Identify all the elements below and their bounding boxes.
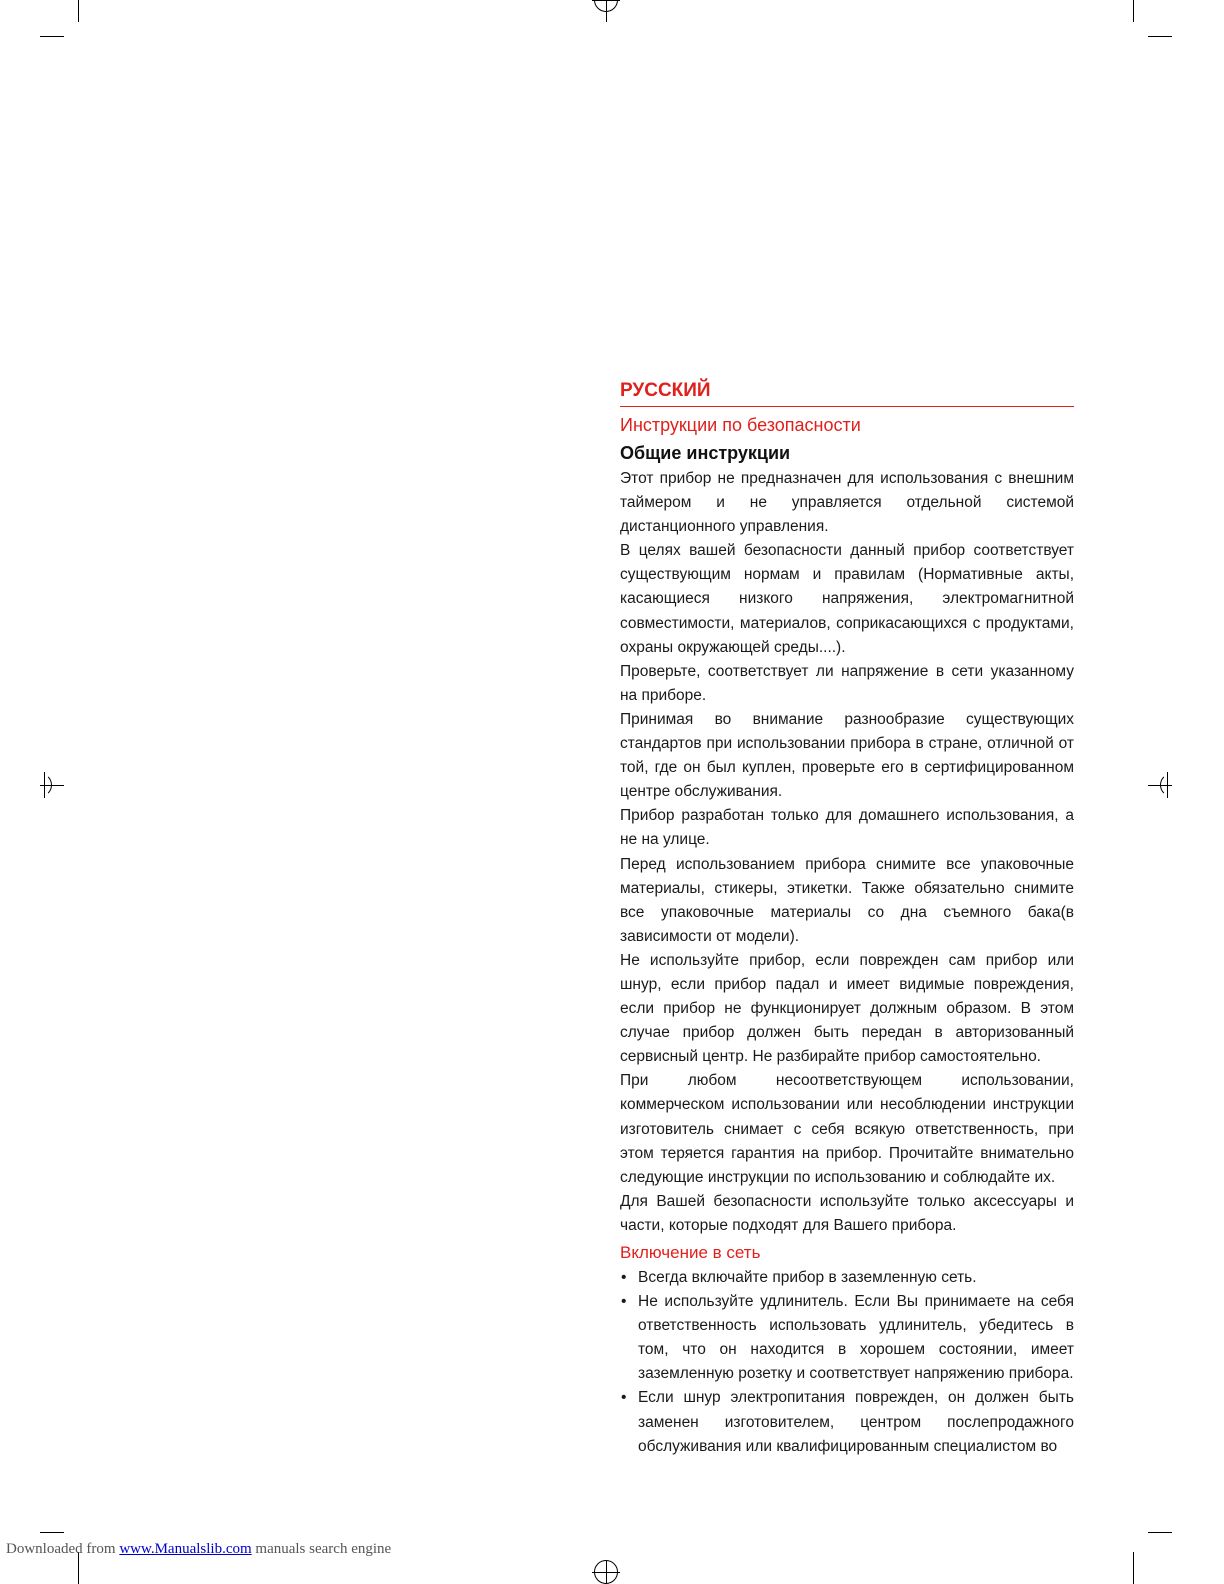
footer-suffix: manuals search engine <box>255 1541 392 1557</box>
paragraph: Перед использованием прибора снимите все упаковочные материалы, стикеры, этикетки. Также обязательно снимите все упаковочные материалы со дна съемного бака(в зависимости от модели). <box>620 855 1074 945</box>
subsection-title: Общие инструкции <box>620 443 791 463</box>
crop-mark <box>40 36 64 37</box>
list-item <box>620 1266 1074 1290</box>
paragraph: В целях вашей безопасности данный прибор соответствует существующим нормам и правилам (Нормативные акты, касающиеся низкого напряжения, электромагнитной совместимости, материалов, соприкасающихся с продуктами, охраны окружающей среды....). <box>620 542 1074 656</box>
power-bullet-list <box>620 1266 1074 1459</box>
list-item <box>620 1290 1074 1386</box>
registration-mark <box>1167 772 1168 798</box>
download-footer <box>6 1541 391 1558</box>
registration-mark <box>606 0 607 22</box>
paragraph: При любом несоответствующем использовании, коммерческом использовании или несоблюдении инструкции изготовитель снимает с себя всякую ответственность, при этом теряется гарантия на прибор. Прочитайте внимательно следующие инструкции по использованию и соблюдайте их. <box>620 1072 1074 1186</box>
crop-mark <box>1148 1532 1172 1533</box>
bullet-icon: • <box>621 1389 627 1407</box>
paragraph: Для Вашей безопасности используйте только аксессуары и части, которые подходят для Вашего прибора. <box>620 1192 1074 1234</box>
paragraph: Не используйте прибор, если поврежден сам прибор или шнур, если прибор падал и имеет видимые повреждения, если прибор не функционирует должным образом. В этом случае прибор должен быть передан в авторизованный сервисный центр. Не разбирайте прибор самостоятельно. <box>620 951 1074 1066</box>
list-item <box>620 1386 1074 1458</box>
paragraph: Этот прибор не предназначен для использования с внешним таймером и не управляется отдельной системой дистанционного управления. <box>620 470 1074 536</box>
registration-mark <box>592 1572 620 1573</box>
registration-mark <box>44 772 45 798</box>
registration-mark <box>592 0 620 1</box>
paragraph: Проверьте, соответствует ли напряжение в сети указанному на приборе. <box>620 662 1074 704</box>
bullet-icon: • <box>621 1293 627 1311</box>
safety-instructions-column <box>620 378 1074 1459</box>
language-heading: РУССКИЙ <box>620 378 1074 407</box>
power-section-title: Включение в сеть <box>620 1243 761 1262</box>
section-title: Инструкции по безопасности <box>620 415 861 435</box>
registration-mark <box>1148 785 1172 786</box>
bullet-icon: • <box>621 1269 627 1286</box>
crop-mark <box>40 1532 64 1533</box>
list-item-text: Если шнур электропитания поврежден, он должен быть заменен изготовителем, центром послепродажного обслуживания или квалифицированным специалистом во <box>638 1389 1074 1455</box>
paragraph: Прибор разработан только для домашнего использования, а не на улице. <box>620 807 1074 849</box>
manualslib-link[interactable]: www.Manualslib.com <box>119 1541 252 1557</box>
crop-mark <box>1133 0 1134 22</box>
paragraph: Принимая во внимание разнообразие существующих стандартов при использовании прибора в стране, отличной от той, где он был куплен, проверьте его в сертифицированном центре обслуживания. <box>620 710 1074 801</box>
list-item-text: Не используйте удлинитель. Если Вы принимаете на себя ответственность использовать удлинитель, убедитесь в том, что он находится в хорошем состоянии, имеет заземленную розетку и соответствует напряжению прибора. <box>638 1293 1074 1383</box>
crop-mark <box>1133 1552 1134 1584</box>
list-item-text: Всегда включайте прибор в заземленную сеть. <box>638 1269 977 1286</box>
crop-mark <box>78 0 79 22</box>
footer-prefix: Downloaded from <box>6 1541 116 1557</box>
crop-mark <box>1148 36 1172 37</box>
